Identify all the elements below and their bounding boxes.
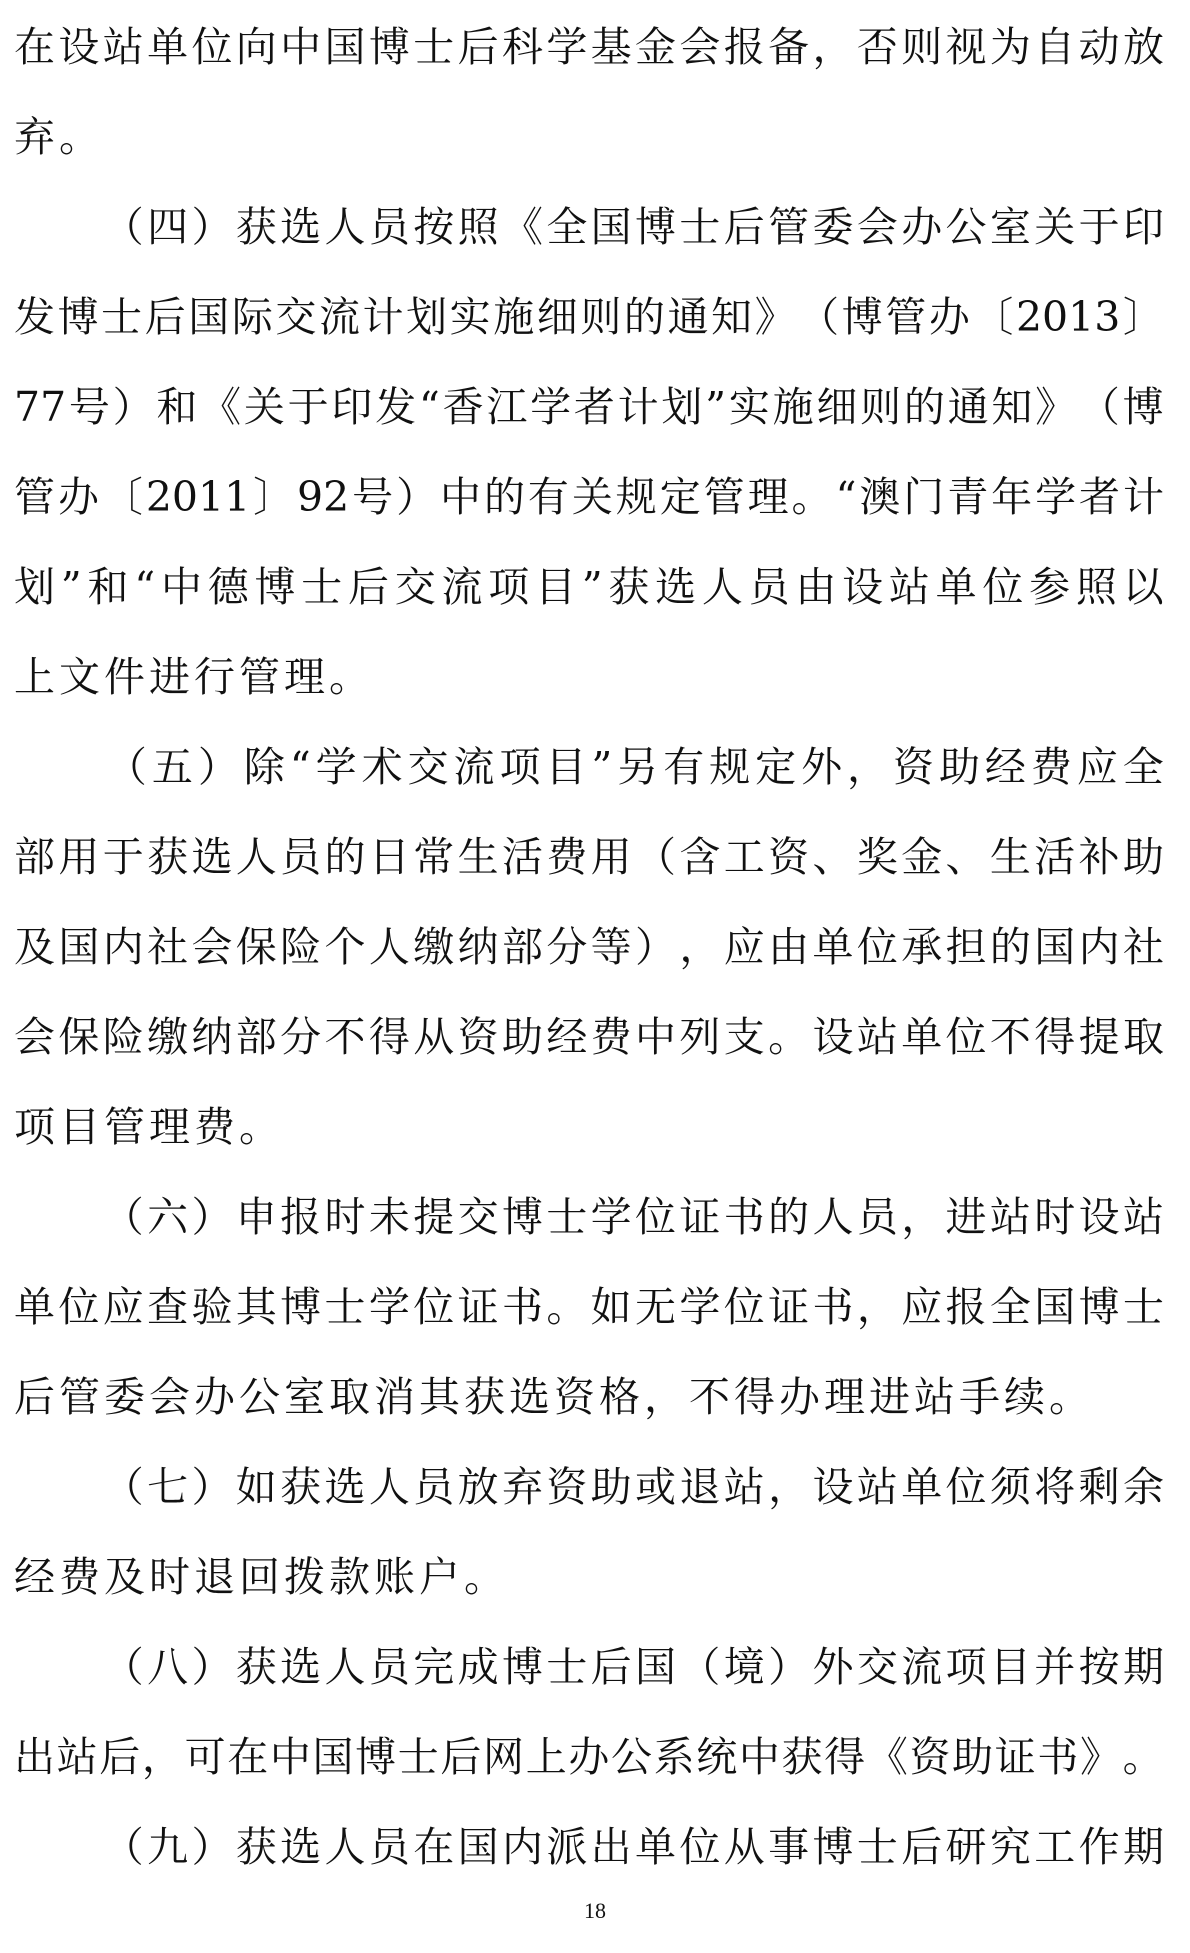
text-line: 单 位 应 查 验 其 博 士 学 位 证 书 。 如 无 学 位 证 书 ， 应 报 全 国 博 士 bbox=[14, 1283, 1164, 1331]
text-line: 在 设 站 单 位 向 中 国 博 士 后 科 学 基 金 会 报 备 ， 否 则 视 为 自 动 放 bbox=[14, 23, 1164, 71]
text-line: （ 五 ） 除 “ 学 术 交 流 项 目 ” 另 有 规 定 外 ， 资 助 经 费 应 全 bbox=[105, 743, 1164, 791]
text-line: （ 四 ） 获 选 人 员 按 照 《 全 国 博 士 后 管 委 会 办 公 室 关 于 印 bbox=[102, 203, 1164, 251]
text-line: 77 号 ） 和 《 关 于 印 发 “ 香 江 学 者 计 划 ” 实 施 细 则 的 通 知 》 （ 博 bbox=[14, 383, 1164, 431]
text-line: 及 国 内 社 会 保 险 个 人 缴 纳 部 分 等 ） ， 应 由 单 位 承 担 的 国 内 社 bbox=[14, 923, 1164, 971]
text-line: 弃 。 bbox=[14, 113, 100, 161]
text-line: 项 目 管 理 费 。 bbox=[14, 1103, 280, 1151]
text-line: 出 站 后 ， 可 在 中 国 博 士 后 网 上 办 公 系 统 中 获 得 《 资 助 证 书 》 。 bbox=[14, 1733, 1164, 1781]
text-line: （ 九 ） 获 选 人 员 在 国 内 派 出 单 位 从 事 博 士 后 研 究 工 作 期 bbox=[102, 1823, 1164, 1871]
text-line: 会 保 险 缴 纳 部 分 不 得 从 资 助 经 费 中 列 支 。 设 站 单 位 不 得 提 取 bbox=[14, 1013, 1164, 1061]
text-line: 部 用 于 获 选 人 员 的 日 常 生 活 费 用 （ 含 工 资 、 奖 金 、 生 活 补 助 bbox=[14, 833, 1164, 881]
text-line: 管 办 〔 2011 〕 92 号 ） 中 的 有 关 规 定 管 理 。 “ 澳 门 青 年 学 者 计 bbox=[14, 473, 1164, 521]
text-line: 划 ” 和 “ 中 德 博 士 后 交 流 项 目 ” 获 选 人 员 由 设 站 单 位 参 照 以 bbox=[14, 563, 1164, 611]
text-line: （ 七 ） 如 获 选 人 员 放 弃 资 助 或 退 站 ， 设 站 单 位 须 将 剩 余 bbox=[102, 1463, 1164, 1511]
document-body bbox=[14, 2, 1164, 1892]
text-line: （ 八 ） 获 选 人 员 完 成 博 士 后 国 （ 境 ） 外 交 流 项 目 并 按 期 bbox=[102, 1643, 1164, 1691]
page-number: 18 bbox=[584, 1898, 606, 1923]
text-line: 上 文 件 进 行 管 理 。 bbox=[14, 653, 370, 701]
text-line: 发 博 士 后 国 际 交 流 计 划 实 施 细 则 的 通 知 》 （ 博 管 办 〔 2013 〕 bbox=[14, 293, 1164, 341]
text-line: 经 费 及 时 退 回 拨 款 账 户 。 bbox=[14, 1553, 505, 1601]
text-line: 后 管 委 会 办 公 室 取 消 其 获 选 资 格 ， 不 得 办 理 进 站 手 续 。 bbox=[14, 1373, 1090, 1421]
text-line: （ 六 ） 申 报 时 未 提 交 博 士 学 位 证 书 的 人 员 ， 进 站 时 设 站 bbox=[102, 1193, 1164, 1241]
